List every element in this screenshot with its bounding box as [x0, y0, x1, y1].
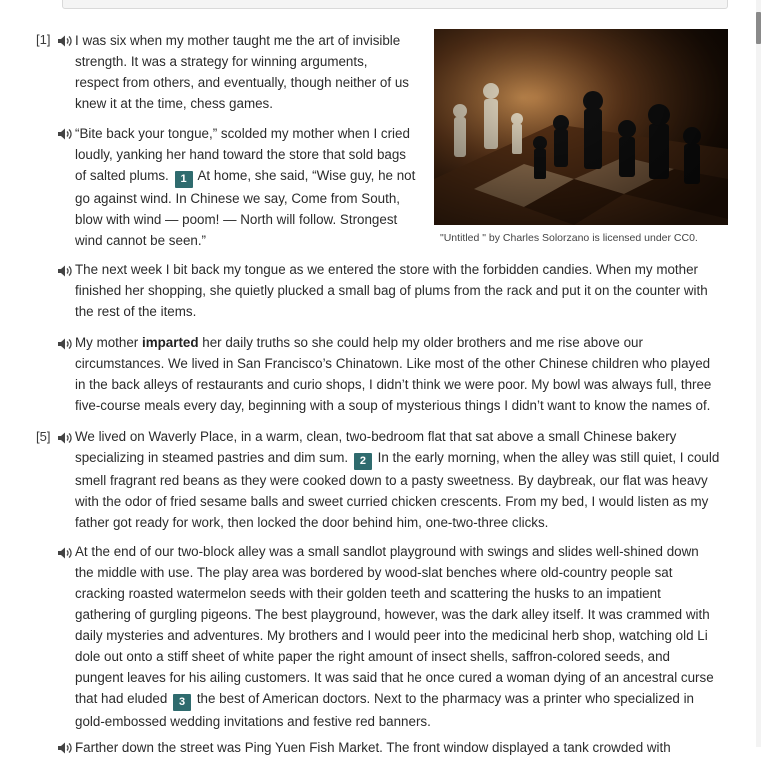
text-line: in the back alleys of restaurants and curio shops, I didn’t think we were poor. My bowl was always full, three: [75, 377, 712, 392]
paragraph-5: [75, 426, 735, 533]
text-span: that had eluded: [75, 691, 168, 706]
image-caption: "Untitled " by Charles Solorzano is licensed under CC0.: [440, 232, 698, 244]
text-line: gold-embossed wedding invitations and festive red banners.: [75, 714, 431, 729]
text-line: the middle with use. The play area was bordered by wood-slat benches where old-country people sat: [75, 565, 673, 580]
text-line: smell fragrant red beans as they were cooked down to a pasty sweetness. By daybreak, our flat was heavy: [75, 473, 708, 488]
scrollbar-thumb[interactable]: [756, 12, 761, 44]
paragraph-6: [75, 541, 735, 732]
text-line: father got ready for work, then locked the door behind him, one-two-three clicks.: [75, 515, 549, 530]
footnote-marker[interactable]: 3: [173, 694, 191, 711]
text-span: At home, she said, “Wise guy, he not: [197, 168, 416, 183]
paragraph-number: [1]: [36, 32, 51, 47]
chess-board-icon: [434, 29, 728, 225]
text-line: five-course meals every day, beginning with a soup of mysterious things I didn’t want to know the names of.: [75, 398, 711, 413]
text-line: dole out onto a stiff sheet of white paper the right amount of insect shells, saffron-colored seeds, and: [75, 649, 671, 664]
footnote-marker[interactable]: 2: [354, 453, 372, 470]
text-span: My mother: [75, 335, 139, 350]
text-line: blow with wind — poom! — North will follow. Strongest: [75, 212, 398, 227]
text-line: respect from others, and eventually, though neither of us: [75, 75, 409, 90]
text-line: [75, 688, 735, 711]
paragraph-3: [75, 259, 735, 322]
text-line: pungent leaves for his ailing customers. It was said that he once cured a woman dying of an ancestral curse: [75, 670, 714, 685]
text-line: daily mysteries and adventures. My brothers and I would peer into the medicinal herb shop, watching old Li: [75, 628, 708, 643]
text-line: strength. It was a strategy for winning arguments,: [75, 54, 368, 69]
text-span: In the early morning, when the alley was still quiet, I could: [377, 450, 720, 465]
text-line: At the end of our two-block alley was a small sandlot playground with swings and slides well-shined down: [75, 544, 699, 559]
text-line: Farther down the street was Ping Yuen Fish Market. The front window displayed a tank crowded with: [75, 740, 671, 755]
text-line: [75, 447, 735, 470]
speaker-icon[interactable]: [57, 431, 73, 445]
speaker-icon[interactable]: [57, 264, 73, 278]
text-span: specializing in steamed pastries and dim sum.: [75, 450, 349, 465]
chess-photo: [434, 29, 728, 225]
text-span: her daily truths so she could help my older brothers and me rise above our: [202, 335, 643, 350]
text-line: [75, 165, 425, 188]
text-line: knew it at the time, chess games.: [75, 96, 273, 111]
text-line: I was six when my mother taught me the art of invisible: [75, 33, 401, 48]
paragraph-7: [75, 737, 735, 758]
speaker-icon[interactable]: [57, 337, 73, 351]
speaker-icon[interactable]: [57, 546, 73, 560]
speaker-icon[interactable]: [57, 127, 73, 141]
paragraph-4: [75, 332, 735, 416]
text-line: “Bite back your tongue,” scolded my mother when I cried: [75, 126, 410, 141]
text-line: cracking roasted watermelon seeds with their golden teeth and scattering the husks to an impatient: [75, 586, 661, 601]
text-line: with the odor of fried sesame balls and sweet curried chicken crescents. From my bed, I would listen as my: [75, 494, 709, 509]
text-line: finished her shopping, she quietly plucked a small bag of plums from the rack and put it on the counter with: [75, 283, 708, 298]
paragraph-number: [5]: [36, 429, 51, 444]
text-span: of salted plums.: [75, 168, 169, 183]
text-line: [75, 332, 735, 353]
footnote-marker[interactable]: 1: [175, 171, 193, 188]
paragraph-2: [75, 123, 425, 251]
text-line: The next week I bit back my tongue as we entered the store with the forbidden candies. When my mother: [75, 262, 698, 277]
text-line: circumstances. We lived in San Francisco’s Chinatown. Like most of the other Chinese children who played: [75, 356, 711, 371]
text-line: We lived on Waverly Place, in a warm, clean, two-bedroom flat that sat above a small Chinese bakery: [75, 429, 677, 444]
text-line: go against wind. In Chinese we say, Come from South,: [75, 191, 401, 206]
text-line: gathering of gurgling pigeons. The best playground, however, was the dark alley itself. It was crammed with: [75, 607, 710, 622]
text-line: the rest of the items.: [75, 304, 197, 319]
text-line: wind cannot be seen.”: [75, 233, 207, 248]
text-line: loudly, yanking her hand toward the store that sold bags: [75, 147, 407, 162]
scrollbar[interactable]: [756, 0, 761, 747]
top-panel: [62, 0, 728, 9]
speaker-icon[interactable]: [57, 34, 73, 48]
vocab-word[interactable]: imparted: [141, 335, 199, 350]
speaker-icon[interactable]: [57, 741, 73, 755]
paragraph-1: [75, 30, 425, 114]
text-span: the best of American doctors. Next to the pharmacy was a printer who specialized in: [196, 691, 694, 706]
